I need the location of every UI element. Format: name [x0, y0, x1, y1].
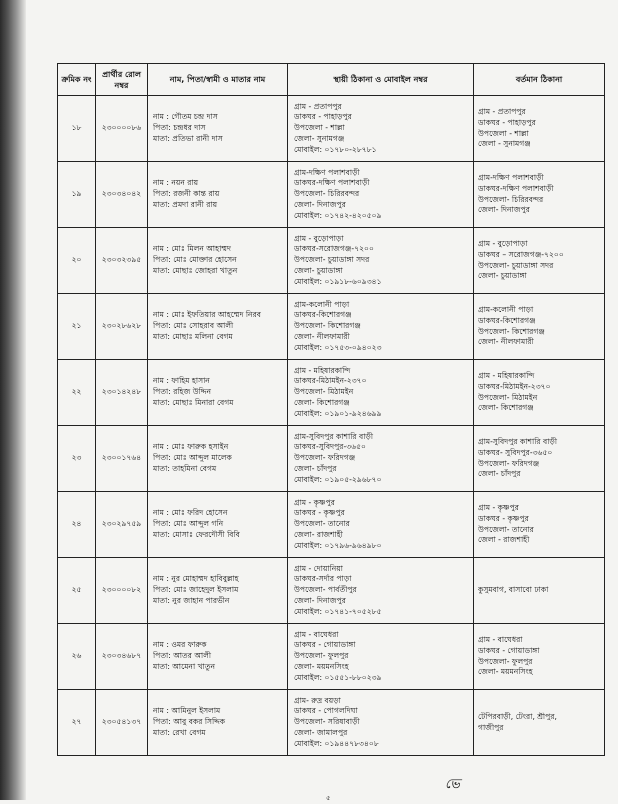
permanent-address-line: ডাকঘর - পাহাড়পুর — [294, 112, 352, 122]
name-line: পিতা: মোঃ মোক্তার হোসেন — [153, 255, 237, 265]
name-line: পিতা: রহিজ উদ্দিন — [153, 387, 211, 397]
present-address-line: উপজেলা- কিশোরগঞ্জ — [478, 326, 545, 336]
serial-cell: ২৬ — [58, 624, 96, 690]
present-address-line: জেলা- ময়মনসিংহ — [478, 667, 533, 677]
present-address-line: কুসুমবাগ, বাসাবো ঢাকা — [478, 585, 549, 595]
present-address-line: উপজেলা- চিরিরবন্দর — [478, 194, 544, 204]
name-line: নাম : গৌতম চন্দ্র দাস — [153, 112, 218, 122]
table-row — [58, 558, 605, 624]
name-cell — [148, 492, 288, 558]
permanent-address-line: উপজেলা- চিরিরবন্দর — [294, 189, 360, 199]
name-line: নাম : ওমর ফারুক — [153, 640, 207, 650]
serial-cell: ১৮ — [58, 96, 96, 162]
permanent-address-line: গ্রাম- রুদ্র বয়ড়া — [294, 695, 341, 705]
name-line: নাম : আমিনুল ইসলাম — [153, 706, 221, 716]
permanent-address-line: মোবাইল: ০১৭৫৩-০৯৪০২৩ — [294, 342, 382, 352]
roll-cell: ২৩০৩৪৬৮৭ — [96, 624, 148, 690]
name-line: মাতা: প্রতিভা রানী দাস — [153, 133, 223, 143]
name-cell — [148, 690, 288, 756]
serial-cell: ২৫ — [58, 558, 96, 624]
name-line: পিতা: চন্দ্রধর দাস — [153, 123, 206, 133]
roll-cell: ২৩০২৮৬২৮ — [96, 294, 148, 360]
permanent-address-cell — [288, 558, 474, 624]
table-row — [58, 96, 605, 162]
table-body — [58, 96, 605, 756]
serial-cell: ২১ — [58, 294, 96, 360]
roll-cell: ২৩০২৯৭৫৯ — [96, 492, 148, 558]
name-cell — [148, 294, 288, 360]
permanent-address-line: ডাকঘর-কিশোরগঞ্জ — [294, 310, 352, 320]
permanent-address-line: মোবাইল: ০১৯০১-৯২৪৬৯৯ — [294, 408, 382, 418]
header-name: নাম, পিতা/স্বামী ও মাতার নাম — [148, 64, 288, 96]
name-line: পিতা: মোঃ আব্দুল মালেক — [153, 453, 232, 463]
permanent-address-line: উপজেলা - শাল্লা — [294, 123, 345, 133]
permanent-address-line: উপজেলা- সরিষাবাড়ী — [294, 717, 360, 727]
name-line: পিতা: রজনী কান্ত রায় — [153, 189, 220, 199]
permanent-address-line: ডাকঘর - কৃষ্ণপুর — [294, 508, 345, 518]
serial-cell: ২৭ — [58, 690, 96, 756]
name-line: পিতা: আবু বকর সিদ্দিক — [153, 717, 226, 727]
name-line: মাতা: প্রমদা রানী রায় — [153, 199, 218, 209]
permanent-address-line: উপজেলা- তানোর — [294, 519, 350, 529]
permanent-address-line: ডাকঘর - পোগলদিঘা — [294, 706, 358, 716]
present-address-line: জেলা- চুয়াডাঙ্গা — [478, 271, 527, 281]
permanent-address-line: জেলা- দিনাজপুর — [294, 199, 346, 209]
serial-cell: ১৯ — [58, 162, 96, 228]
name-line: মাতা: আমেনা খাতুন — [153, 661, 215, 671]
serial-cell: ২০ — [58, 228, 96, 294]
name-line: পিতা: আতর আলী — [153, 651, 212, 661]
permanent-address-line: মোবাইল: ০১৯১৮-৬০৯৩৪১ — [294, 276, 382, 286]
present-address-cell — [474, 426, 605, 492]
serial-cell: ২৩ — [58, 426, 96, 492]
serial-cell: ২২ — [58, 360, 96, 426]
permanent-address-line: মোবাইল: ০১৭৮০-২৮৭৮১ — [294, 144, 377, 154]
name-line: নাম : মোঃ মিলন আহাম্মদ — [153, 244, 231, 254]
candidate-table-sheet — [57, 63, 605, 756]
permanent-address-line: গ্রাম-দক্ষিণ পলাশবাড়ী — [294, 167, 360, 177]
present-address-line: গ্রাম - প্রতাপপুর — [478, 106, 526, 116]
present-address-line: জেলা - সুনামগঞ্জ — [478, 139, 531, 149]
name-line: মাতা: মোছাঃ মলিনা বেগম — [153, 331, 233, 341]
present-address-line: উপজেলা- চুয়াডাঙ্গা সদর — [478, 260, 554, 270]
present-address-line: জেলা- চাঁদপুর — [478, 469, 521, 479]
present-address-line: ডাকঘর- সুবিদপুর-৩৬৫০ — [478, 447, 553, 457]
present-address-line: গ্রাম - কৃষ্ণপুর — [478, 502, 519, 512]
permanent-address-cell — [288, 294, 474, 360]
permanent-address-line: মোবাইল: ০১৯০৫-২৯৬৮৭০ — [294, 474, 382, 484]
present-address-line: ডাকঘর-মিঠামইন-২৩৭০ — [478, 381, 551, 391]
present-address-line: ডাকঘর - পাহাড়পুর — [478, 117, 536, 127]
name-line: নাম : মোঃ ফরিদ হোসেন — [153, 508, 228, 518]
serial-cell: ২৪ — [58, 492, 96, 558]
name-cell — [148, 558, 288, 624]
permanent-address-line: মোবাইল: ০১৭৪২-৪২০৫০৯ — [294, 210, 382, 220]
present-address-line: উপজেলা- ফুলপুর — [478, 656, 533, 666]
table-row — [58, 492, 605, 558]
present-address-cell — [474, 294, 605, 360]
scan-edge-shadow — [0, 0, 26, 800]
roll-cell: ২৩০৫৪১৩৭ — [96, 690, 148, 756]
present-address-line: উপজেলা- মিঠামইন — [478, 392, 538, 402]
permanent-address-cell — [288, 492, 474, 558]
permanent-address-line: জেলা- চাঁদপুর — [294, 463, 337, 473]
signature-mark: ভে — [445, 777, 460, 792]
present-address-line: গাজীপুর — [478, 722, 504, 732]
roll-cell: ২৩০০১৭৬৪ — [96, 426, 148, 492]
name-cell — [148, 96, 288, 162]
permanent-address-cell — [288, 162, 474, 228]
present-address-line: উপজেলা- ফরিদগঞ্জ — [478, 458, 540, 468]
permanent-address-line: মোবাইল: ০১৭৯৬-৯৬৪৯৮০ — [294, 540, 382, 550]
permanent-address-line: ডাকঘর-সুবিদপুর-৩৬৫০ — [294, 442, 366, 452]
permanent-address-line: গ্রাম - বুড়োপাড়া — [294, 233, 344, 243]
header-present-address: বর্তমান ঠিকানা — [474, 64, 605, 96]
permanent-address-line: মোবাইল: ০১৭৪১-৭০৫২৮৫ — [294, 606, 382, 616]
permanent-address-line: ডাকঘর-সর্দার পাড়া — [294, 574, 352, 584]
permanent-address-cell — [288, 360, 474, 426]
present-address-line: ডাকঘর – সরোজগঞ্জ-৭২০০ — [478, 249, 564, 259]
name-cell — [148, 228, 288, 294]
permanent-address-line: ডাকঘর-দক্ষিণ পলাশবাড়ী — [294, 178, 370, 188]
present-address-line: জেলা - রাজশাহী — [478, 535, 530, 545]
permanent-address-line: গ্রাম - কৃষ্ণপুর — [294, 497, 335, 507]
name-line: মাতা: মোছাঃ জোহরা খাতুন — [153, 265, 238, 275]
present-address-line: ডাকঘর - গোয়াডাঙ্গা — [478, 645, 540, 655]
present-address-cell — [474, 624, 605, 690]
permanent-address-line: মোবাইল: ০১৫৫১-৮৮০২৩৯ — [294, 672, 382, 682]
name-line: নাম : ফাহিম হাসান — [153, 376, 210, 386]
name-line: নাম : মোঃ ইফতিয়ার আহম্মেদ নিরব — [153, 310, 261, 320]
permanent-address-cell — [288, 228, 474, 294]
present-address-line: টেপিরবাড়ী, টেংরা, শ্রীপুর, — [478, 711, 557, 721]
present-address-line: উপজেলা- তানোর — [478, 524, 534, 534]
table-header-row — [58, 64, 605, 96]
permanent-address-cell — [288, 96, 474, 162]
roll-cell: ২৩০৩৪০৪২ — [96, 162, 148, 228]
present-address-cell — [474, 558, 605, 624]
candidate-table — [57, 63, 605, 756]
present-address-cell — [474, 162, 605, 228]
header-roll: প্রার্থীর রোল নম্বর — [96, 64, 148, 96]
name-line: মাতা: মোসাঃ ফেরদৌসী বিবি — [153, 529, 240, 539]
name-cell — [148, 162, 288, 228]
table-row — [58, 426, 605, 492]
present-address-line: জেলা- নীলফামারী — [478, 337, 534, 347]
name-line: পিতা: মোঃ আব্দুল গনি — [153, 519, 224, 529]
table-row — [58, 360, 605, 426]
present-address-cell — [474, 228, 605, 294]
permanent-address-line: উপজেলা- ফরিদগঞ্জ — [294, 453, 356, 463]
roll-cell: ২৩০০০০৮৬ — [96, 96, 148, 162]
permanent-address-line: ডাকঘর-সরোজগঞ্জ-৭২০০ — [294, 244, 374, 254]
permanent-address-line: উপজেলা- কিশোরগঞ্জ — [294, 321, 361, 331]
name-cell — [148, 426, 288, 492]
page-number: ৫ — [326, 794, 331, 802]
roll-cell: ২৩০১৪২৪৮ — [96, 360, 148, 426]
permanent-address-line: জেলা- চুয়াডাঙ্গা — [294, 265, 343, 275]
table-row — [58, 228, 605, 294]
present-address-cell — [474, 96, 605, 162]
permanent-address-cell — [288, 426, 474, 492]
present-address-cell — [474, 492, 605, 558]
permanent-address-line: ডাকঘর-মিঠামইন-২৩৭০ — [294, 376, 367, 386]
present-address-line: গ্রাম - বুড়োপাড়া — [478, 238, 528, 248]
permanent-address-line: গ্রাম - প্রতাপপুর — [294, 101, 342, 111]
table-row — [58, 690, 605, 756]
present-address-cell — [474, 690, 605, 756]
permanent-address-line: গ্রাম - মহিষারকান্দি — [294, 365, 351, 375]
roll-cell: ২৩০৩২৩৯৫ — [96, 228, 148, 294]
table-row — [58, 162, 605, 228]
present-address-cell — [474, 360, 605, 426]
permanent-address-line: ডাকঘর - গোয়াডাঙ্গা — [294, 640, 356, 650]
permanent-address-line: জেলা- সুনামগঞ্জ — [294, 133, 345, 143]
permanent-address-line: জেলা- কিশোরগঞ্জ — [294, 397, 350, 407]
name-line: নাম : নয়ন রায় — [153, 178, 199, 188]
present-address-line: ডাকঘর-কিশোরগঞ্জ — [478, 315, 536, 325]
name-line: পিতা: মোঃ সোহরাব আলী — [153, 321, 234, 331]
permanent-address-line: উপজেলা- মিঠামইন — [294, 387, 354, 397]
permanent-address-line: জেলা- জামালপুর — [294, 727, 348, 737]
present-address-line: ডাকঘর-দক্ষিণ পলাশবাড়ী — [478, 183, 554, 193]
name-line: মাতা: তাহমিনা বেগম — [153, 463, 217, 473]
permanent-address-line: উপজেলা- চুয়াডাঙ্গা সদর — [294, 255, 370, 265]
permanent-address-cell — [288, 624, 474, 690]
name-line: মাতা: মোছাঃ মিনারা বেগম — [153, 397, 234, 407]
permanent-address-line: মোবাইল: ০১৯৪৪৭৮৩৪০৮ — [294, 738, 379, 748]
permanent-address-cell — [288, 690, 474, 756]
permanent-address-line: গ্রাম-কলোনী পাড়া — [294, 299, 350, 309]
permanent-address-line: উপজেলা- ফুলপুর — [294, 651, 349, 661]
name-line: নাম : নুর মোহাম্মদ হাবিবুল্লাহ — [153, 574, 239, 584]
header-permanent-address: স্থায়ী ঠিকানা ও মোবাইল নম্বর — [288, 64, 474, 96]
permanent-address-line: উপজেলা- পার্বতীপুর — [294, 585, 357, 595]
name-cell — [148, 624, 288, 690]
present-address-line: গ্রাম - মহিষারকান্দি — [478, 370, 535, 380]
present-address-line: জেলা- দিনাজপুর — [478, 205, 530, 215]
permanent-address-line: গ্রাম - বাঘেধরা — [294, 629, 339, 639]
roll-cell: ২৩০০০০৮২ — [96, 558, 148, 624]
name-cell — [148, 360, 288, 426]
present-address-line: গ্রাম - বাঘেধরা — [478, 634, 523, 644]
present-address-line: গ্রাম-কলোনী পাড়া — [478, 304, 534, 314]
permanent-address-line: গ্রাম - দোয়ানিয়া — [294, 563, 344, 573]
table-row — [58, 624, 605, 690]
present-address-line: গ্রাম-সুবিদপুর কাশারি বাড়ী — [478, 436, 557, 446]
present-address-line: গ্রাম-দক্ষিণ পলাশবাড়ী — [478, 172, 544, 182]
header-serial: ক্রমিক নং — [58, 64, 96, 96]
name-line: নাম : মোঃ ফারুক হসাইন — [153, 442, 229, 452]
name-line: মাতা: নুর জাহান পারভীন — [153, 595, 230, 605]
permanent-address-line: জেলা- দিনাজপুর — [294, 595, 346, 605]
present-address-line: জেলা- কিশোরগঞ্জ — [478, 403, 534, 413]
permanent-address-line: গ্রাম-সুবিদপুর কাশারি বাড়ী — [294, 431, 373, 441]
permanent-address-line: জেলা- নীলফামারী — [294, 331, 350, 341]
permanent-address-line: জেলা- ময়মনসিংহ — [294, 661, 349, 671]
name-line: পিতা: মোঃ জাহেদুল ইসলাম — [153, 585, 239, 595]
present-address-line: ডাকঘর - কৃষ্ণপুর — [478, 513, 529, 523]
name-line: মাতা: রেখা বেগম — [153, 727, 206, 737]
table-row — [58, 294, 605, 360]
present-address-line: উপজেলা - শাল্লা — [478, 128, 529, 138]
permanent-address-line: জেলা- রাজশাহী — [294, 529, 343, 539]
